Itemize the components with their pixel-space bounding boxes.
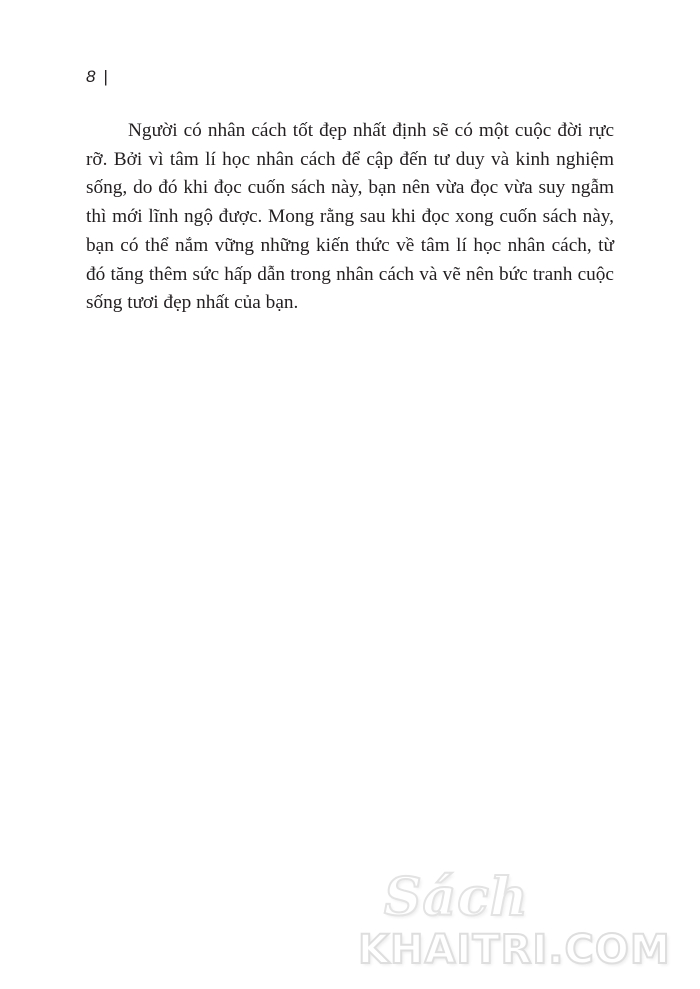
watermark-site-text: KHAITRI.COM [358, 927, 671, 973]
page-number: 8 [86, 67, 96, 86]
paragraph: Người có nhân cách tốt đẹp nhất định sẽ có một cuộc đời rực rỡ. Bởi vì tâm lí học nhân cách để cập đến tư duy và kinh nghiệm sống, do đó khi đọc cuốn sách này, bạn nên vừa đọc vừa suy ngẫm thì mới lĩnh ngộ được. Mong rằng sau khi đọc xong cuốn sách này, bạn có thể nắm vững những kiến thức về tâm lí học nhân cách, từ đó tăng thêm sức hấp dẫn trong nhân cách và vẽ nên bức tranh cuộc sống tươi đẹp nhất của bạn. [86, 120, 614, 314]
watermark-logo [358, 868, 692, 984]
watermark-script-text: Sách [384, 867, 529, 928]
body-text [86, 117, 614, 318]
header-separator: | [103, 67, 108, 86]
page-header [86, 66, 108, 88]
